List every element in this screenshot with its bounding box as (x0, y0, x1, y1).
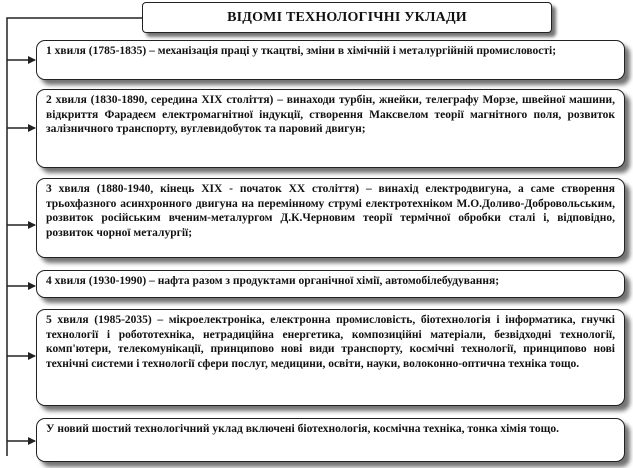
wave-4-box: 4 хвиля (1930-1990) – нафта разом з продуктами органічної хімії, автомобілебудування; (36, 270, 625, 298)
wave-6-box: У новий шостий технологічний уклад включені біотехнологія, космічна техніка, тонка хімія тощо. (36, 418, 625, 462)
wave-1-box: 1 хвиля (1785-1835) – механізація праці у ткацтві, зміни в хімічній і металургійній промисловості; (36, 40, 625, 80)
wave-3-box: 3 хвиля (1880-1940, кінець ХІХ - початок ХХ століття) – винахід електродвигуна, а саме створення трьохфазного асинхронного двигуна на перемінному струмі електротехніком М.О.Доливо-Добровольським, розвиток російським вченим-металургом Д.К.Черновим теорії термічної обробки сталі і, відповідно, розвиток чорної металургії; (36, 178, 625, 258)
wave-2-box: 2 хвиля (1830-1890, середина ХІХ століття) – винаходи турбін, жнейки, телеграфу Морзе, швейної машини, відкриття Фарадеєм електромагнітної індукції, створення Максвелом теорії магнітного поля, розвиток залізничного транспорту, вуглевидобуток та паровий двигун; (36, 89, 625, 168)
diagram-title: ВІДОМІ ТЕХНОЛОГІЧНІ УКЛАДИ (142, 2, 552, 33)
wave-5-box: 5 хвиля (1985-2035) – мікроелектроніка, електронна промисловість, біотехнологія і інформатика, гнучкі технології і робототехніка, нетрадиційна енергетика, композиційні матеріали, безвідходні технології, комп'ютери, телекомунікації, принципово нові види транспорту, космічні технології, принципово нові технічні системи і технології сфери послуг, медицини, освіти, науки, волоконно-оптична техніка тощо. (36, 309, 625, 406)
